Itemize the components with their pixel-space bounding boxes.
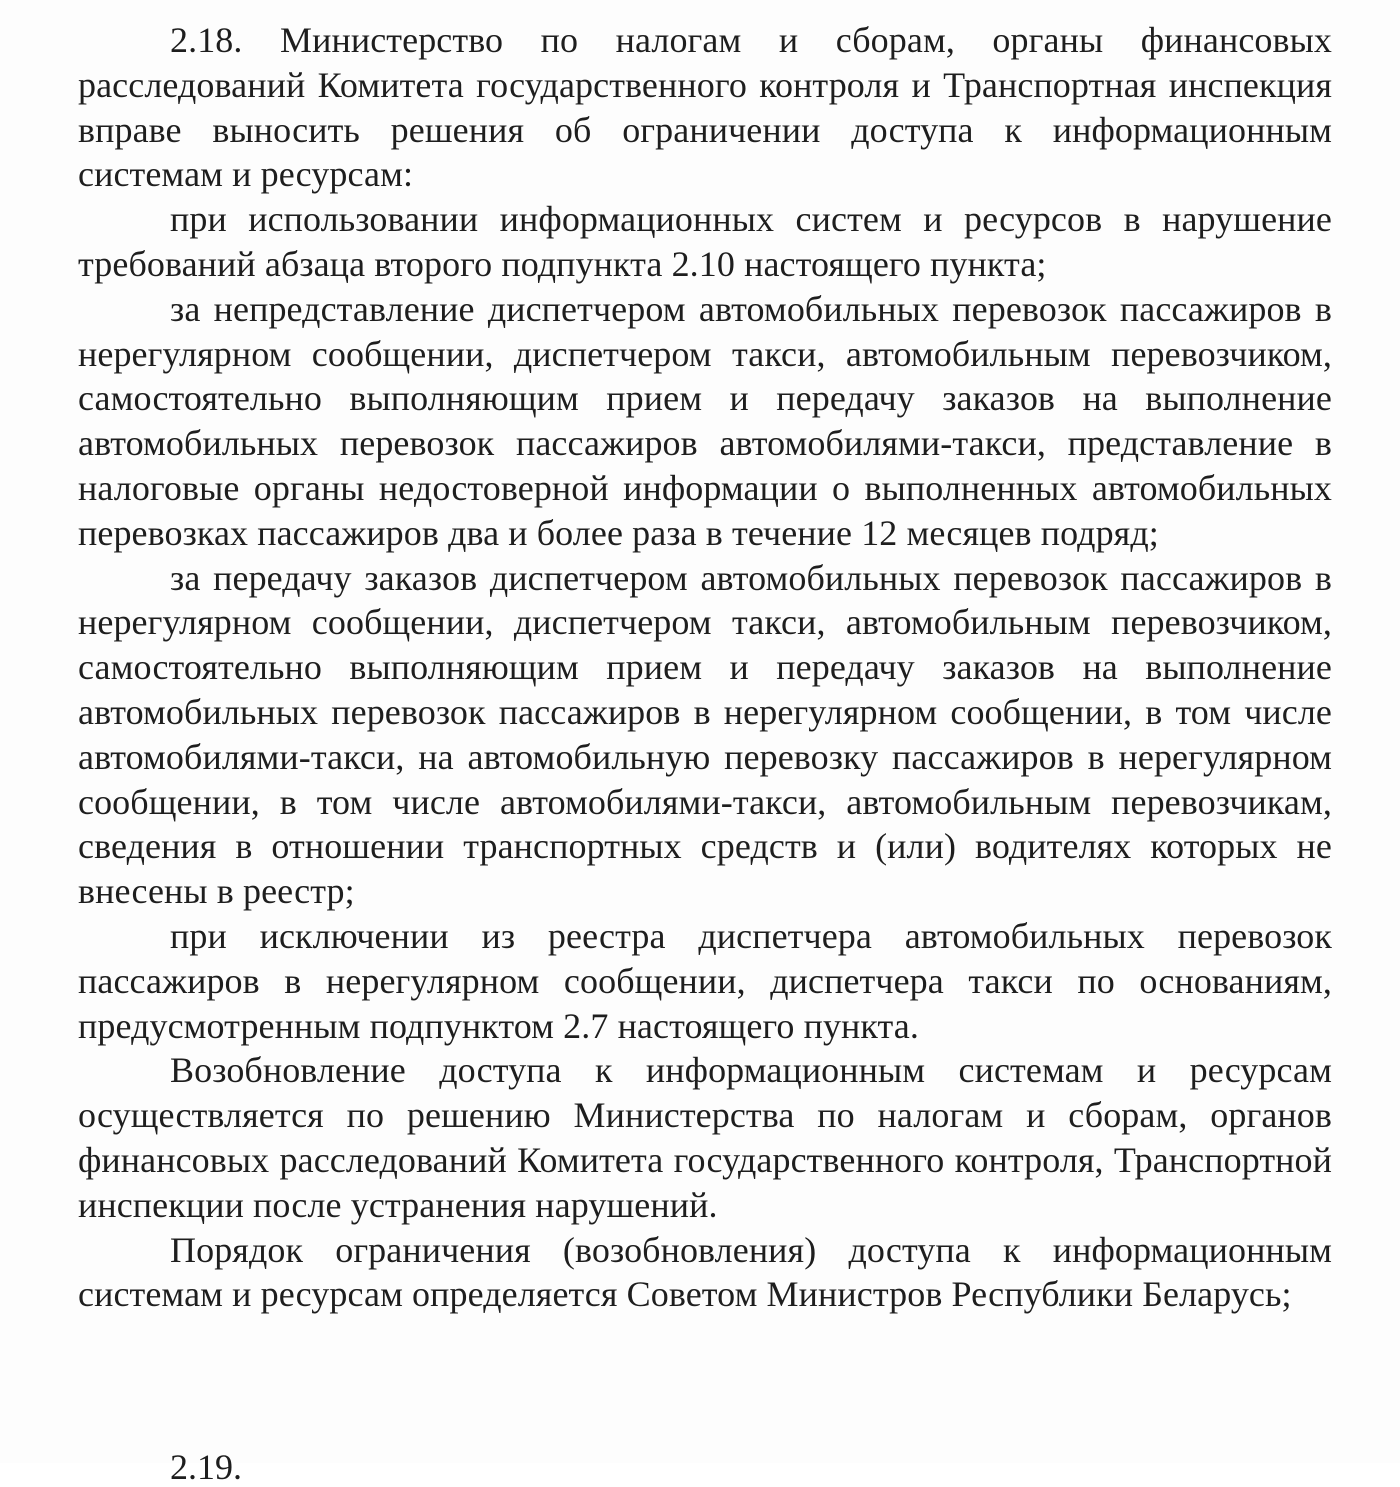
paragraph-clause-order-transfer: за передачу заказов диспетчером автомобильных перевозок пассажиров в нерегулярном сообщении, диспетчером такси, автомобильным перевозчиком, самостоятельно выполняющим прием и передачу заказов на выполнение автомобильных перевозок пассажиров в нерегулярном сообщении, в том числе автомобилями-такси, на автомобильную перевозку пассажиров в нерегулярном сообщении, в том числе автомобилями-такси, автомобильным перевозчикам, сведения в отношении транспортных средств и (или) водителях которых не внесены в реестр; xyxy=(78,557,1332,912)
paragraph-clause-false-information: за непредставление диспетчером автомобильных перевозок пассажиров в нерегулярном сообщении, диспетчером такси, автомобильным перевозчиком, самостоятельно выполняющим прием и передачу заказов на выполнение автомобильных перевозок пассажиров автомобилями-такси, представление в налоговые органы недостоверной информации о выполненных автомобильных перевозках пассажиров два и более раза в течение 12 месяцев подряд; xyxy=(78,288,1332,553)
paragraph-clause-registry-exclusion: при исключении из реестра диспетчера автомобильных перевозок пассажиров в нерегулярном сообщении, диспетчера такси по основаниям, предусмотренным подпунктом 2.7 настоящего пункта. xyxy=(78,915,1332,1046)
next-clause-number-cutoff: 2.19. xyxy=(170,1447,242,1487)
paragraph-procedure: Порядок ограничения (возобновления) доступа к информационным системам и ресурсам определяется Советом Министров Республики Беларусь; xyxy=(78,1229,1332,1315)
paragraph-access-restoration: Возобновление доступа к информационным системам и ресурсам осуществляется по решению Министерства по налогам и сборам, органов финансовых расследований Комитета государственного контроля, Транспортной инспекции после устранения нарушений. xyxy=(78,1050,1332,1225)
document-text xyxy=(78,18,1332,1317)
paragraph-clause-systems-violation: при использовании информационных систем и ресурсов в нарушение требований абзаца второго подпункта 2.10 настоящего пункта; xyxy=(78,199,1332,284)
paragraph-2-18-intro: 2.18. Министерство по налогам и сборам, органы финансовых расследований Комитета государственного контроля и Транспортная инспекция вправе выносить решения об ограничении доступа к информационным системам и ресурсам: xyxy=(78,20,1332,195)
